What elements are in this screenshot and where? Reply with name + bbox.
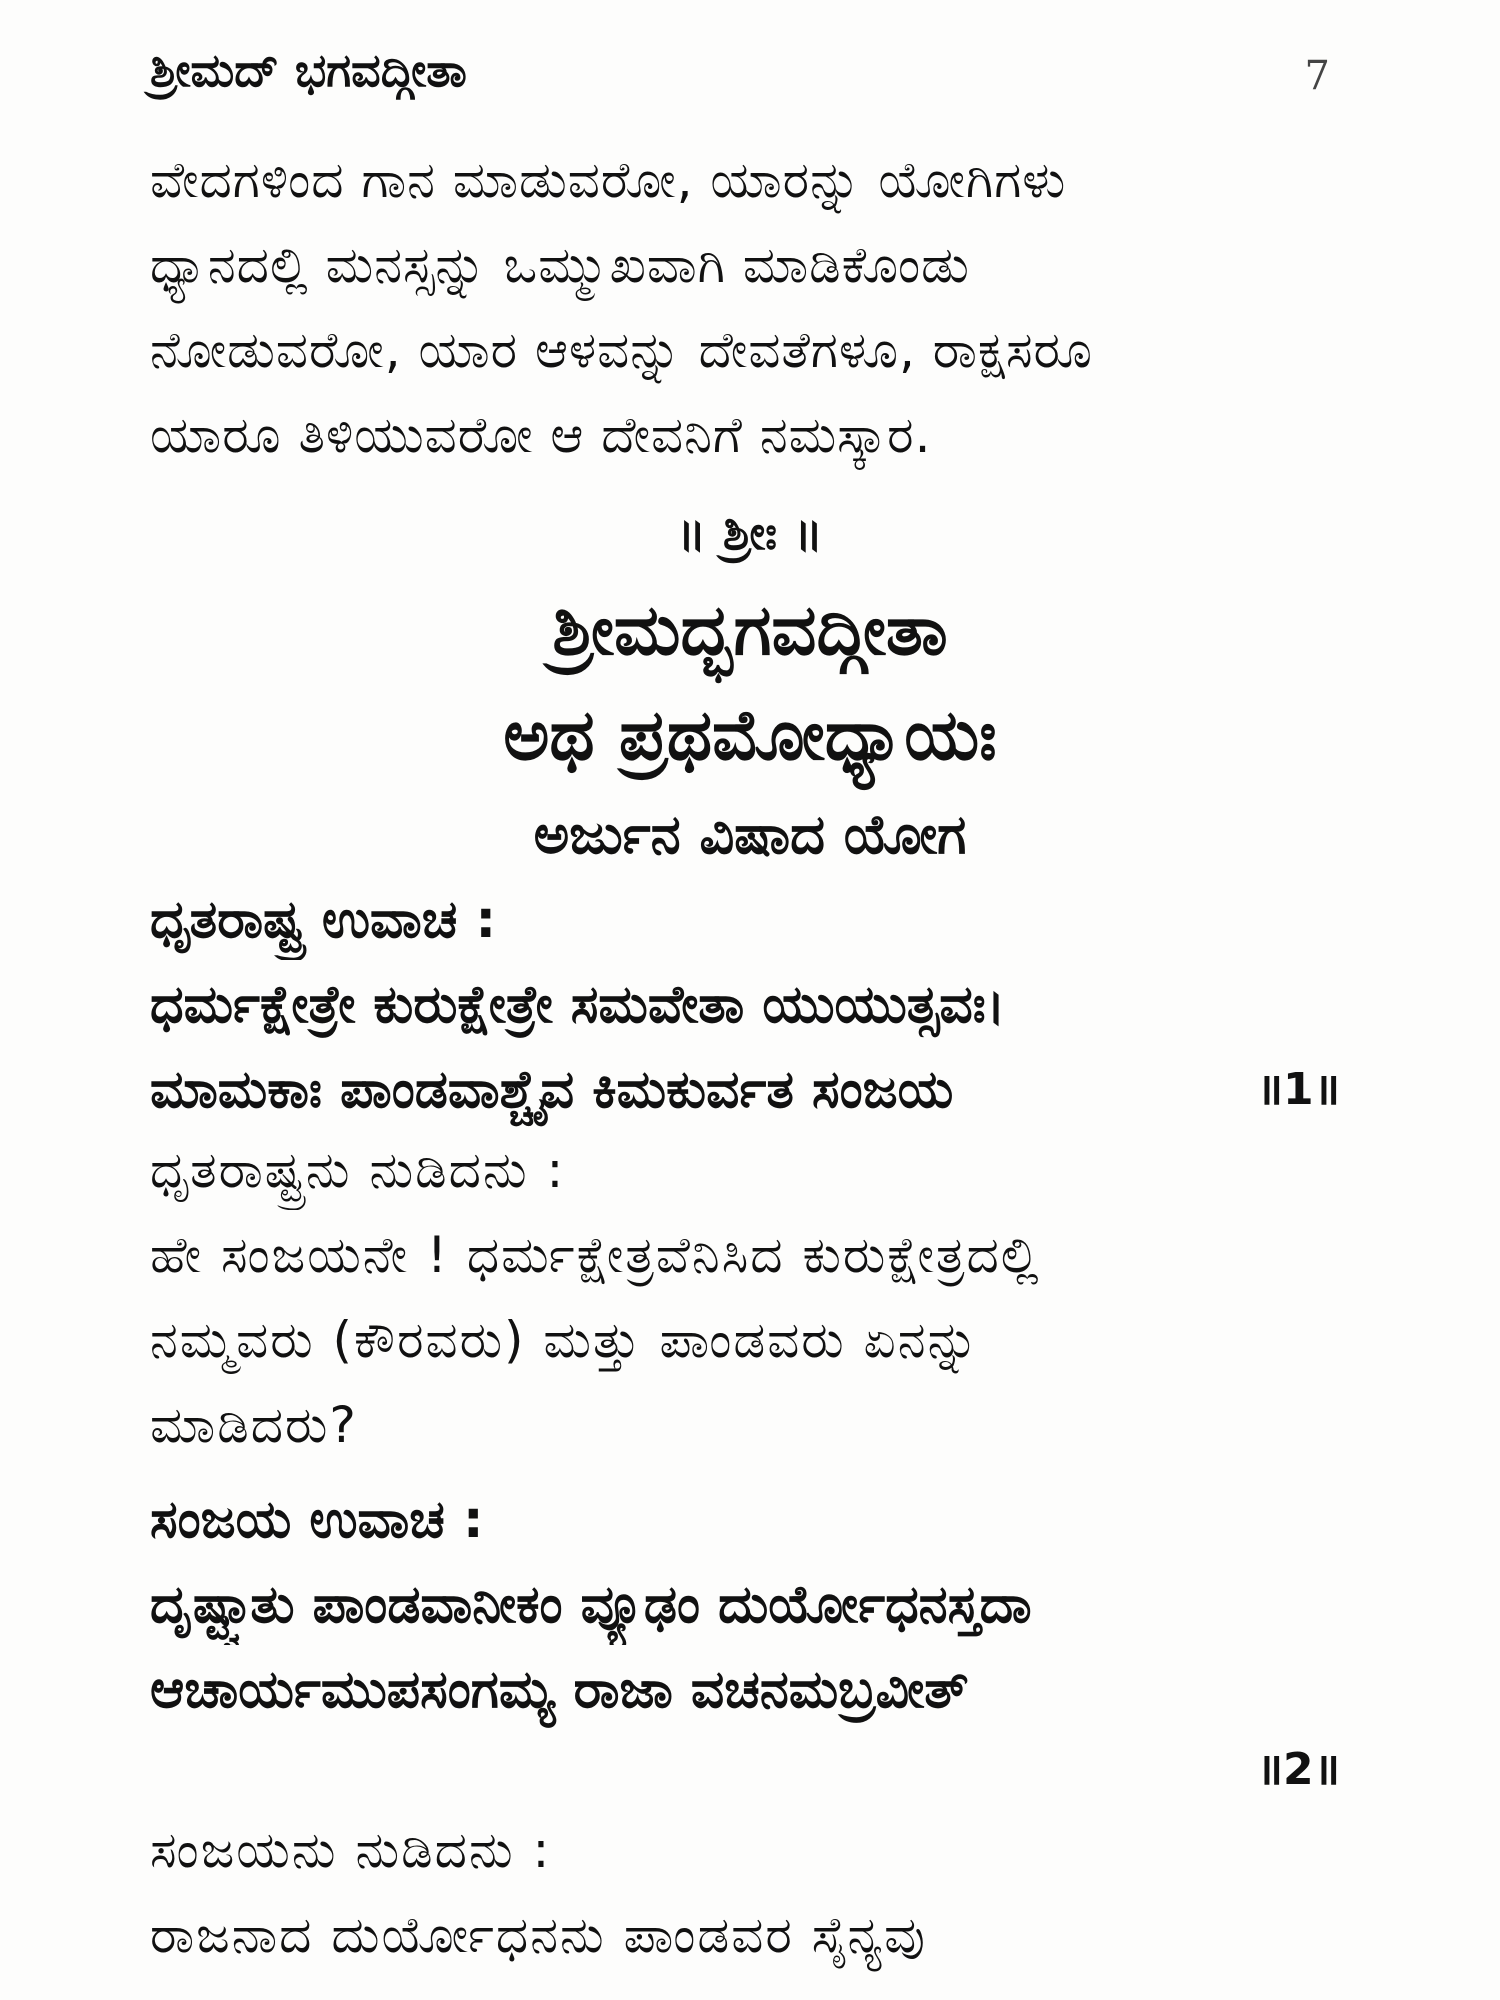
running-title: ಶ್ರೀಮದ್ ಭಗವದ್ಗೀತಾ — [150, 43, 467, 97]
verse1-speaker: ಧೃತರಾಷ್ಟ್ರ ಉವಾಚ : — [150, 890, 497, 950]
verse2-translation-speaker: ಸಂಜಯನು ನುಡಿದನು : — [150, 1821, 552, 1879]
yoga-title: ಅರ್ಜುನ ವಿಷಾದ ಯೋಗ — [533, 803, 967, 866]
verse1-translation-line-1: ಹೇ ಸಂಜಯನೇ ! ಧರ್ಮಕ್ಷೇತ್ರವೆನಿಸಿದ ಕುರುಕ್ಷೇತ್ರದಲ್ಲಿ — [150, 1226, 1041, 1284]
verse2-speaker: ಸಂಜಯ ಉವಾಚ : — [150, 1490, 484, 1550]
verse2-line-2: ಆಚಾರ್ಯಮುಪಸಂಗಮ್ಯ ರಾಜಾ ವಚನಮಬ್ರವೀತ್ — [150, 1660, 969, 1720]
intro-line-2: ಧ್ಯಾನದಲ್ಲಿ ಮನಸ್ಸನ್ನು ಒಮ್ಮುಖವಾಗಿ ಮಾಡಿಕೊಂಡು — [150, 236, 970, 294]
page-number: 7 — [1304, 53, 1330, 99]
intro-line-1: ವೇದಗಳಿಂದ ಗಾನ ಮಾಡುವರೋ, ಯಾರನ್ನು ಯೋಗಿಗಳು — [150, 151, 1067, 209]
chapter-title: ಶ್ರೀಮದ್ಭಗವದ್ಗೀತಾ — [552, 589, 948, 671]
verse1-translation-line-2: ನಮ್ಮವರು (ಕೌರವರು) ಮತ್ತು ಪಾಂಡವರು ಏನನ್ನು — [150, 1311, 981, 1369]
verse1-translation-line-3: ಮಾಡಿದರು? — [150, 1396, 358, 1454]
intro-line-3: ನೋಡುವರೋ, ಯಾರ ಆಳವನ್ನು ದೇವತೆಗಳೂ, ರಾಕ್ಷಸರೂ — [150, 321, 1093, 379]
verse2-line-1: ದೃಷ್ಟ್ವಾತು ಪಾಂಡವಾನೀಕಂ ವ್ಯೂಢಂ ದುರ್ಯೋಧನಸ್ತದಾ — [150, 1575, 1032, 1635]
chapter-subtitle: ಅಥ ಪ್ರಥಮೋಧ್ಯಾಯಃ — [503, 694, 997, 776]
verse2-number: ॥2॥ — [1256, 1744, 1340, 1795]
verse1-number: ॥1॥ — [1256, 1064, 1340, 1115]
invocation: ॥ ಶ್ರೀಃ ॥ — [676, 505, 824, 561]
verse1-translation-speaker: ಧೃತರಾಷ್ಟ್ರನು ನುಡಿದನು : — [150, 1141, 566, 1199]
intro-line-4: ಯಾರೂ ತಿಳಿಯುವರೋ ಆ ದೇವನಿಗೆ ನಮಸ್ಕಾರ. — [150, 406, 932, 464]
verse1-line-2: ಮಾಮಕಾಃ ಪಾಂಡವಾಶ್ಚೈವ ಕಿಮಕುರ್ವತ ಸಂಜಯ — [150, 1060, 954, 1120]
verse1-line-1: ಧರ್ಮಕ್ಷೇತ್ರೇ ಕುರುಕ್ಷೇತ್ರೇ ಸಮವೇತಾ ಯುಯುತ್ಸವಃ। — [150, 975, 1006, 1035]
verse2-translation-line-1: ರಾಜನಾದ ದುರ್ಯೋಧನನು ಪಾಂಡವರ ಸೈನ್ಯವು — [150, 1906, 927, 1964]
